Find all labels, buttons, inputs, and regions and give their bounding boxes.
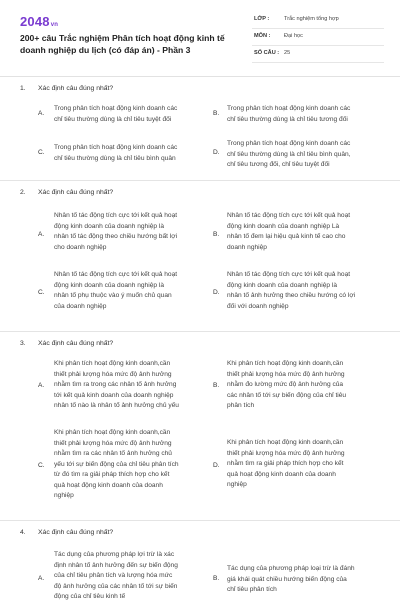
question-prompt: Xác định câu đúng nhất? — [38, 189, 114, 196]
meta-row-class — [252, 12, 384, 29]
option-letter[interactable]: D. — [213, 149, 220, 156]
option-line: Trong phân tích hoạt động kinh doanh các — [227, 105, 351, 112]
option-line: nghiệp — [227, 481, 247, 488]
option-line: nhằm tìm ra trong các nhân tố ảnh hưởng — [54, 381, 177, 388]
question-number: 2. — [20, 189, 26, 196]
option-line: động kinh doanh của doanh nghiệp là — [54, 281, 164, 289]
logo-text: 2048 — [20, 14, 50, 29]
option-line: nhân tố tác động theo chiều hướng bất lợi — [54, 233, 178, 240]
option-c[interactable] — [54, 143, 177, 164]
option-line: thiết phải lượng hóa mức độ ảnh hưởng — [227, 449, 345, 457]
option-line: động kinh doanh của doanh nghiệp Là — [227, 222, 340, 230]
option-letter[interactable]: A. — [38, 382, 45, 389]
option-letter[interactable]: D. — [213, 462, 220, 469]
option-line: quả hoạt động kinh doanh của doanh — [54, 481, 163, 489]
option-d[interactable] — [227, 438, 345, 491]
option-line: Trong phân tích hoạt động kinh doanh các — [54, 105, 178, 112]
option-line: chỉ tiêu thường dùng là chỉ tiêu tuyệt đối — [54, 115, 172, 123]
option-line: Nhân tố tác động tích cực tới kết quả hoạt — [54, 212, 178, 219]
question-2 — [0, 181, 400, 332]
option-line: chỉ tiêu thường dùng là chỉ tiêu tương đối — [227, 115, 348, 123]
option-line: chỉ tiêu thường dùng là chỉ tiêu bình quân, — [227, 150, 351, 158]
option-line: Khi phân tích hoạt động kinh doanh,cần — [227, 360, 344, 367]
option-letter[interactable]: B. — [213, 110, 220, 117]
meta-row-subject — [252, 29, 384, 46]
option-line: độ ảnh hưởng của các nhân tố tới sự biến — [54, 582, 178, 590]
option-a[interactable] — [54, 359, 179, 412]
question-number: 1. — [20, 85, 26, 92]
option-line: các nhân tố tới sự biến động của chỉ tiêu — [227, 391, 347, 399]
option-line: nhân tố đem lại hiệu quả kinh tế cao cho — [227, 233, 346, 240]
option-line: nhân tố nào là nhân tố ảnh hưởng chủ yếu — [54, 402, 179, 409]
question-list — [0, 77, 400, 600]
logo-suffix: vn — [50, 22, 59, 28]
option-line: nghiệp — [54, 492, 74, 499]
option-line: của chỉ tiêu phân tích và lượng hóa mức — [54, 572, 173, 579]
meta-value[interactable]: Trắc nghiệm tổng hợp — [284, 16, 339, 22]
option-letter[interactable]: A. — [38, 110, 45, 117]
option-a[interactable] — [54, 211, 177, 253]
option-letter[interactable]: A. — [38, 575, 45, 582]
option-line: Tác dụng của phương pháp loại trừ là đánh — [227, 565, 355, 572]
option-line: Khi phân tích hoạt động kinh doanh,cần — [54, 360, 171, 367]
option-line: Trong phân tích hoạt động kinh doanh các — [227, 140, 351, 147]
option-line: Nhân tố tác động tích cực tới kết quả hoạt — [227, 212, 351, 219]
option-line: động của chỉ tiêu kinh tế — [54, 593, 126, 600]
option-line: thiết phải lượng hóa mức độ ảnh hưởng — [54, 370, 172, 378]
option-line: doanh nghiệp — [227, 243, 267, 251]
option-d[interactable] — [227, 139, 350, 171]
option-line: cho doanh nghiệp — [54, 243, 107, 251]
option-line: từ đó tìm ra giải pháp thích hợp cho kết — [54, 471, 170, 478]
option-letter[interactable]: B. — [213, 382, 220, 389]
option-d[interactable] — [227, 270, 355, 312]
option-line: Trong phân tích hoạt động kinh doanh các — [54, 144, 178, 151]
question-header — [20, 529, 113, 536]
option-letter[interactable]: C. — [38, 289, 45, 296]
question-header — [20, 189, 113, 196]
option-letter[interactable]: B. — [213, 575, 220, 582]
meta-label: LỚP : — [254, 16, 270, 22]
option-b[interactable] — [227, 211, 350, 253]
option-line: Nhân tố tác động tích cực tới kết quả hoạt — [227, 271, 351, 278]
question-number: 4. — [20, 529, 26, 536]
option-c[interactable] — [54, 428, 179, 502]
question-prompt: Xác định câu đúng nhất? — [38, 85, 114, 92]
option-line: nhân tố phụ thuộc vào ý muốn chủ quan — [54, 292, 172, 299]
question-4 — [0, 521, 400, 600]
option-b[interactable] — [227, 104, 350, 125]
meta-value[interactable]: Đại học — [284, 33, 303, 39]
question-prompt: Xác định câu đúng nhất? — [38, 340, 114, 347]
option-line: Khi phân tích hoạt động kinh doanh,cần — [54, 429, 171, 436]
option-line: chỉ tiêu tương đối, chỉ tiêu tuyệt đối — [227, 161, 330, 168]
option-letter[interactable]: C. — [38, 149, 45, 156]
question-3 — [0, 332, 400, 521]
option-line: quả hoạt động kinh doanh của doanh — [227, 470, 336, 478]
option-line: giá khái quát chiều hướng biến động của — [227, 575, 347, 583]
question-number: 3. — [20, 340, 26, 347]
question-1 — [0, 77, 400, 181]
header — [0, 0, 400, 72]
option-line: Tác dụng của phương pháp lợi trừ là xác — [54, 551, 175, 558]
option-letter[interactable]: B. — [213, 231, 220, 238]
option-line: định nhân tố ảnh hưởng đến sự biến động — [54, 561, 178, 569]
option-letter[interactable]: D. — [213, 289, 220, 296]
option-line: phân tích — [227, 402, 255, 409]
option-letter[interactable]: A. — [38, 231, 45, 238]
option-line: thiết phải lượng hóa mức độ ảnh hưởng — [227, 370, 345, 378]
option-line: chỉ tiêu phân tích — [227, 586, 277, 593]
meta-label: SỐ CÂU : — [254, 50, 280, 56]
option-b[interactable] — [227, 359, 346, 412]
site-logo[interactable] — [20, 14, 58, 29]
option-line: đối với doanh nghiệp — [227, 302, 289, 310]
option-line: yếu tới sự biến động của chỉ tiêu phân tích — [54, 460, 179, 468]
meta-info — [252, 12, 384, 63]
option-line: Khi phân tích hoạt động kinh doanh,cần — [227, 439, 344, 446]
option-line: động kinh doanh của doanh nghiệp là — [54, 222, 164, 230]
document-title: 200+ câu Trắc nghiệm Phân tích hoạt động kinh tế doanh nghiệp du lịch (có đáp án) - Phần 3 — [20, 33, 225, 55]
option-line: chỉ tiêu thường dùng là chỉ tiêu bình quân — [54, 154, 176, 162]
question-header — [20, 85, 113, 92]
option-line: của doanh nghiệp — [54, 302, 107, 310]
option-letter[interactable]: C. — [38, 462, 45, 469]
meta-row-count — [252, 46, 384, 63]
option-b[interactable] — [227, 564, 355, 596]
option-c[interactable] — [54, 270, 177, 312]
option-line: Nhân tố tác động tích cực tới kết quả hoạt — [54, 271, 178, 278]
option-a[interactable] — [54, 104, 177, 125]
option-line: nhân tố ảnh hưởng theo chiều hướng có lợi — [227, 292, 356, 299]
option-line: tới kết quả kinh doanh của doanh nghiệp — [54, 391, 174, 399]
option-line: nhằm tìm ra giải pháp thích hợp cho kết — [227, 460, 344, 467]
meta-value: 25 — [284, 50, 291, 56]
option-a[interactable] — [54, 550, 178, 600]
option-line: nhằm tìm ra các nhân tố ảnh hưởng chủ — [54, 450, 172, 457]
option-line: thiết phải lượng hóa mức độ ảnh hưởng — [54, 439, 172, 447]
question-header — [20, 340, 113, 347]
question-prompt: Xác định câu đúng nhất? — [38, 529, 114, 536]
option-line: động kinh doanh của doanh nghiệp là — [227, 281, 337, 289]
meta-label: MÔN : — [254, 33, 271, 39]
option-line: nhằm đo lường mức độ ảnh hưởng của — [227, 381, 344, 388]
